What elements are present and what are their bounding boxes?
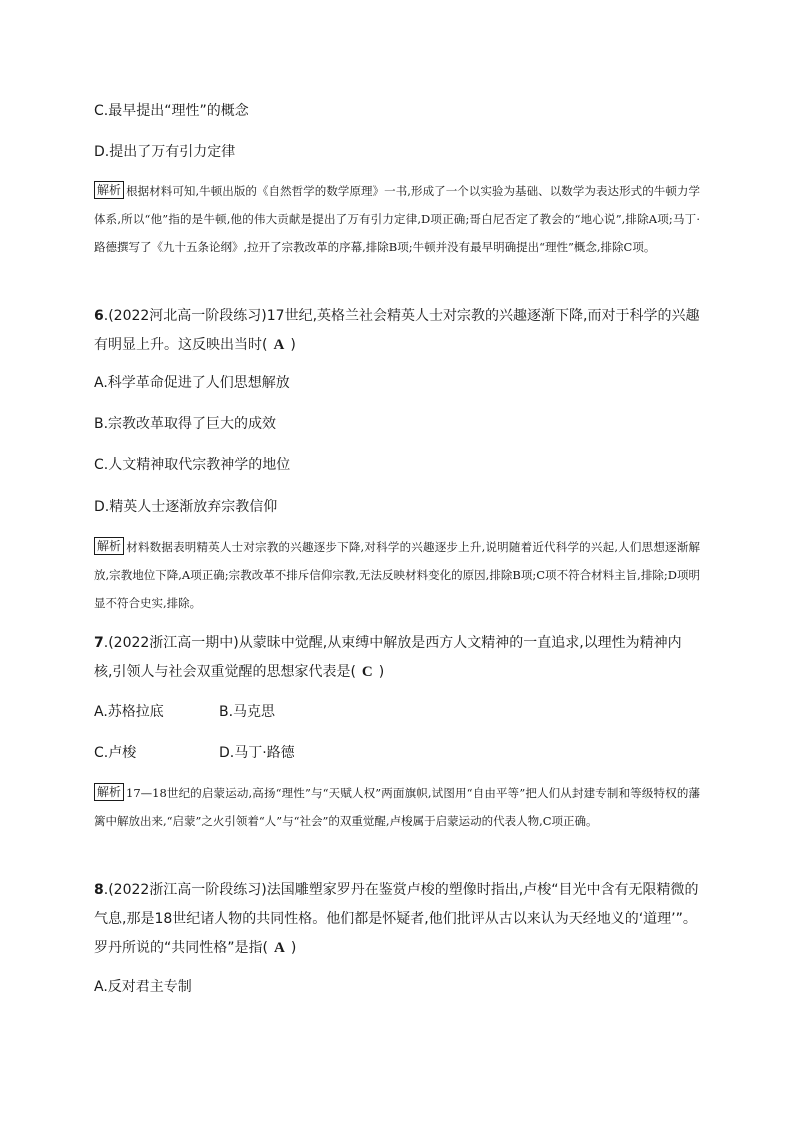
q7-stem-text: .(2022浙江高一期中)从蒙昧中觉醒,从束缚中解放是西方人文精神的一直追求,以理性为精神内核,引领人与社会双重觉醒的思想家代表是( <box>94 635 682 680</box>
q6-stem <box>94 302 700 360</box>
q6-option-c: C.人文精神取代宗教神学的地位 <box>94 457 291 473</box>
q6-option-a: A.科学革命促进了人们思想解放 <box>94 375 290 391</box>
q6-option-d: D.精英人士逐渐放弃宗教信仰 <box>94 499 278 515</box>
q7-options-row-1 <box>94 702 276 722</box>
q7-explanation-text: 17—18世纪的启蒙运动,高扬“理性”与“天赋人权”两面旗帜,试图用“自由平等”把人们从封建专制和等级特权的藩篱中解放出来,“启蒙”之火引领着“人”与“社会”的双重觉醒,卢梭属于启蒙运动的代表人物,C项正确。 <box>94 786 700 828</box>
q8-stem-text: .(2022浙江高一阶段练习)法国雕塑家罗丹在鉴赏卢梭的塑像时指出,卢梭“目光中含有无限精微的气息,那是18世纪诸人物的共同性格。他们都是怀疑者,他们批评从古以来认为天经地义的‘道理’”。罗丹所说的“共同性格”是指( <box>94 882 699 956</box>
q7-option-d: D.马丁·路德 <box>219 745 295 761</box>
q8-stem-close: ) <box>290 940 297 956</box>
q7-answer: C <box>361 664 373 680</box>
q7-stem <box>94 629 700 687</box>
q5-option-c: C.最早提出“理性”的概念 <box>94 103 249 119</box>
q8-answer: A <box>273 940 285 956</box>
explanation-tag: 解析 <box>94 537 124 555</box>
q7-option-c: C.卢梭 <box>94 745 137 761</box>
q7-number: 7 <box>94 635 104 651</box>
q6-explanation-text: 材料数据表明精英人士对宗教的兴趣逐步下降,对科学的兴趣逐步上升,说明随着近代科学的兴起,人们思想逐渐解放,宗教地位下降,A项正确;宗教改革不排斥信仰宗教,无法反映材料变化的原因,排除B项;C项不符合材料主旨,排除;D项明显不符合史实,排除。 <box>94 540 700 610</box>
q7-explanation <box>94 779 700 835</box>
q7-option-b: B.马克思 <box>219 704 276 720</box>
q6-explanation <box>94 533 700 617</box>
q6-option-b: B.宗教改革取得了巨大的成效 <box>94 416 277 432</box>
explanation-tag: 解析 <box>94 783 124 801</box>
explanation-tag: 解析 <box>94 181 124 199</box>
q6-number: 6 <box>94 308 104 324</box>
q8-option-a: A.反对君主专制 <box>94 979 192 995</box>
q6-stem-text: .(2022河北高一阶段练习)17世纪,英格兰社会精英人士对宗教的兴趣逐渐下降,而对于科学的兴趣有明显上升。这反映出当时( <box>94 308 700 353</box>
q6-answer: A <box>273 337 285 353</box>
q7-stem-close: ) <box>378 664 385 680</box>
q5-explanation-text: 根据材料可知,牛顿出版的《自然哲学的数学原理》一书,形成了一个以实验为基础、以数学为表达形式的牛顿力学体系,所以“他”指的是牛顿,他的伟大贡献是提出了万有引力定律,D项正确;哥白尼否定了教会的“地心说”,排除A项;马丁·路德撰写了《九十五条论纲》,拉开了宗教改革的序幕,排除B项;牛顿并没有最早明确提出“理性”概念,排除C项。 <box>94 184 700 254</box>
q5-explanation <box>94 177 700 261</box>
q8-number: 8 <box>94 882 104 898</box>
q8-stem <box>94 876 700 963</box>
q6-stem-close: ) <box>290 337 296 353</box>
q7-option-a: A.苏格拉底 <box>94 704 164 720</box>
q7-options-row-2 <box>94 743 295 763</box>
q5-option-d: D.提出了万有引力定律 <box>94 144 236 160</box>
